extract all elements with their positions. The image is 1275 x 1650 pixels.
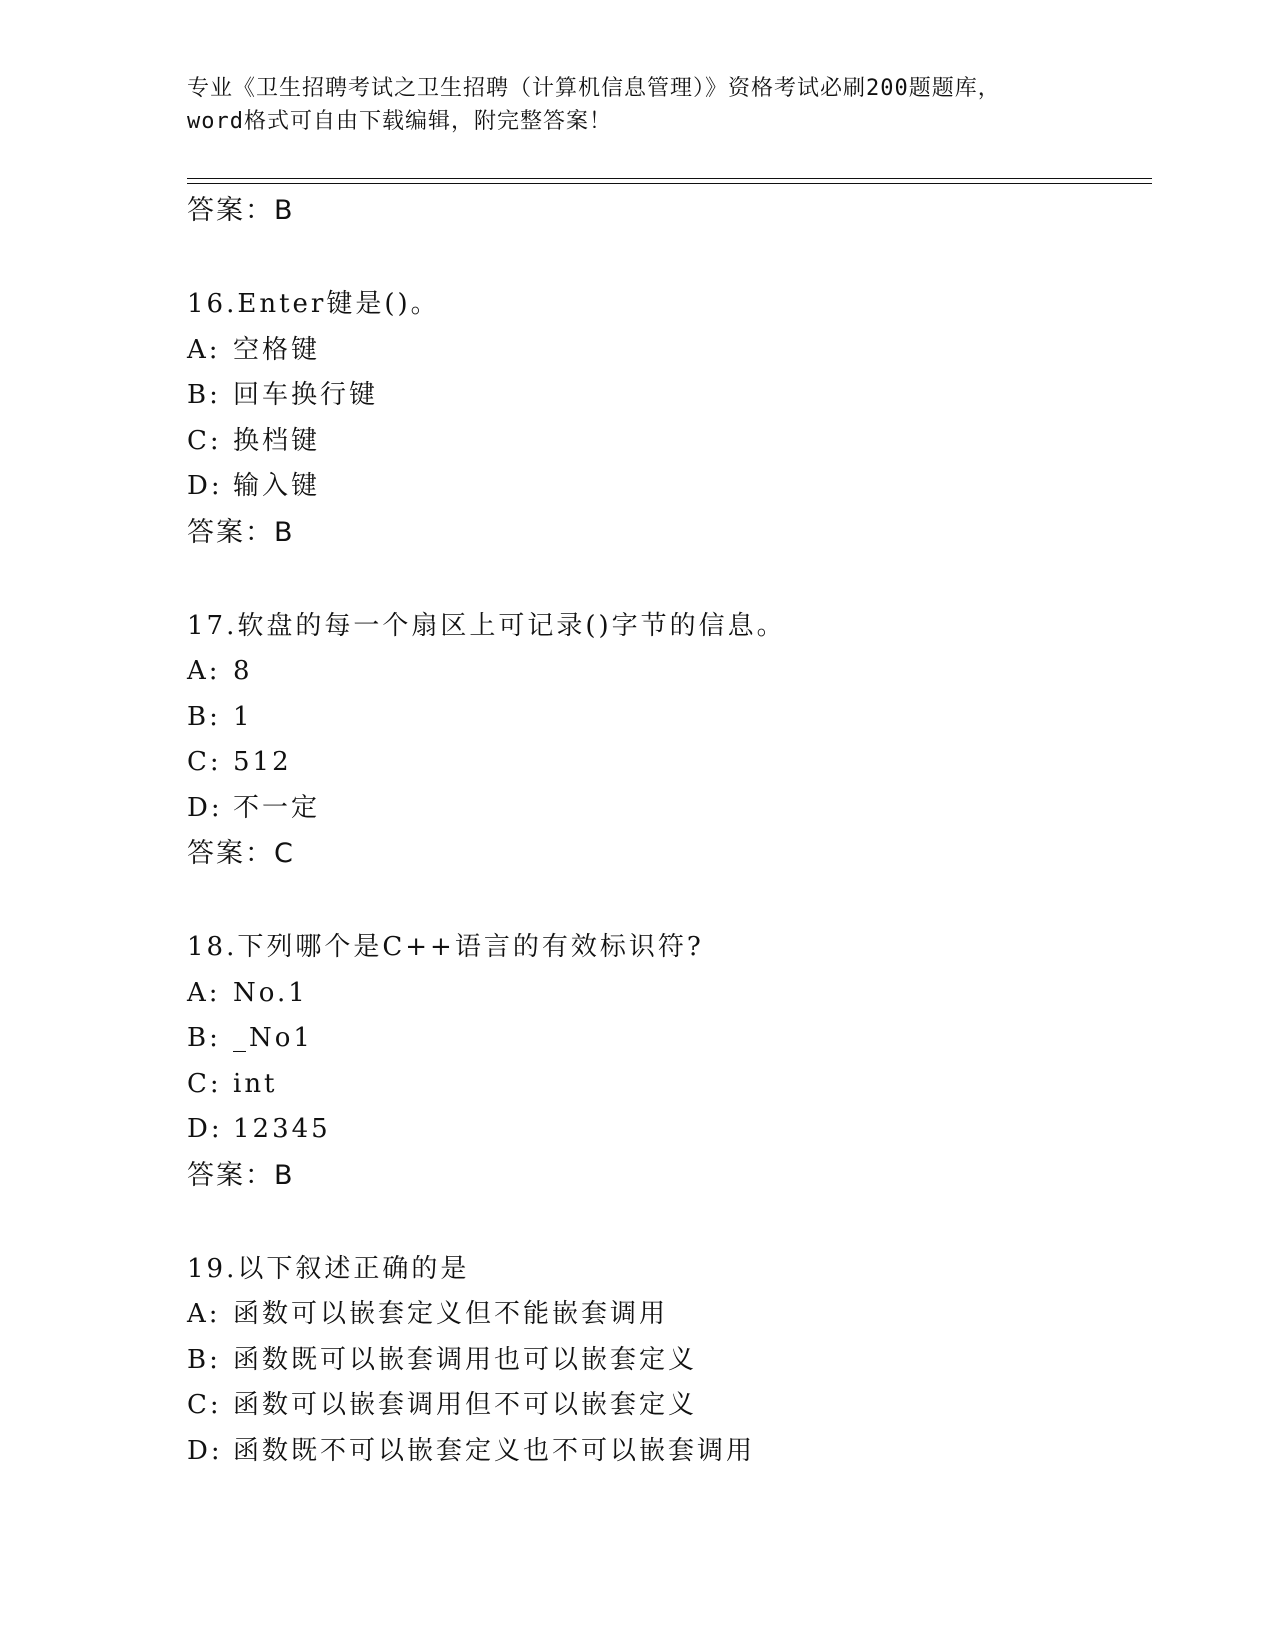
option-letter: D: <box>187 471 223 501</box>
document-header <box>187 72 1152 138</box>
option-letter: A: <box>187 334 221 365</box>
option-letter: B: <box>187 1023 221 1053</box>
option-letter: A: <box>187 977 221 1008</box>
option-a <box>187 971 1152 1017</box>
option-b <box>187 1016 1152 1062</box>
option-a <box>187 328 1152 374</box>
option-text: 函数既可以嵌套调用也可以嵌套定义 <box>233 1344 698 1375</box>
option-letter: A: <box>187 656 221 686</box>
option-text: 8 <box>233 656 253 686</box>
option-letter: D: <box>187 792 223 823</box>
option-c <box>187 1062 1152 1108</box>
question-block <box>187 282 1152 604</box>
option-text: 空格键 <box>233 334 321 365</box>
option-letter: D: <box>187 1435 223 1466</box>
option-letter: C: <box>187 1068 222 1099</box>
question-block <box>187 925 1152 1247</box>
question-list <box>187 188 1152 1474</box>
option-letter: B: <box>187 1344 221 1375</box>
answer-line: 答案：C <box>187 838 295 869</box>
option-text: _No1 <box>233 1023 313 1053</box>
answer-line: 答案：B <box>187 195 295 226</box>
header-divider-bottom <box>187 183 1152 184</box>
question-block <box>187 1247 1152 1475</box>
question-block <box>187 604 1152 926</box>
option-text: 函数既不可以嵌套定义也不可以嵌套调用 <box>233 1435 756 1466</box>
question-title: 16.Enter键是()。 <box>187 289 440 319</box>
option-b <box>187 1338 1152 1384</box>
header-divider-top <box>187 178 1152 179</box>
option-text: 12345 <box>233 1114 331 1144</box>
option-d <box>187 1429 1152 1475</box>
option-text: 512 <box>233 747 292 777</box>
option-d <box>187 1107 1152 1153</box>
question-title: 17.软盘的每一个扇区上可记录()字节的信息。 <box>187 610 786 641</box>
option-b <box>187 695 1152 741</box>
option-d <box>187 786 1152 832</box>
header-line-1: 专业《卫生招聘考试之卫生招聘（计算机信息管理）》资格考试必刷200题题库， <box>187 76 1001 101</box>
option-c <box>187 419 1152 465</box>
option-letter: D: <box>187 1114 223 1144</box>
option-text: 换档键 <box>233 425 321 456</box>
option-b <box>187 373 1152 419</box>
option-text: No.1 <box>233 977 308 1008</box>
option-text: 回车换行键 <box>233 380 379 410</box>
option-c <box>187 740 1152 786</box>
option-text: 输入键 <box>233 471 321 501</box>
option-text: 1 <box>233 701 253 732</box>
question-title: 18.下列哪个是C++语言的有效标识符? <box>187 932 704 962</box>
option-a <box>187 649 1152 695</box>
option-letter: B: <box>187 380 221 410</box>
option-letter: C: <box>187 425 222 456</box>
option-letter: A: <box>187 1299 221 1329</box>
document-page <box>187 0 1152 1650</box>
header-line-2: word格式可自由下载编辑，附完整答案！ <box>187 109 612 134</box>
option-text: 函数可以嵌套定义但不能嵌套调用 <box>233 1299 669 1329</box>
answer-line: 答案：B <box>187 1159 295 1191</box>
option-text: 不一定 <box>233 792 321 823</box>
option-text: 函数可以嵌套调用但不可以嵌套定义 <box>233 1390 698 1420</box>
option-letter: C: <box>187 747 222 777</box>
option-d <box>187 464 1152 510</box>
option-letter: B: <box>187 701 221 732</box>
option-c <box>187 1383 1152 1429</box>
option-letter: C: <box>187 1390 222 1420</box>
option-a <box>187 1292 1152 1338</box>
answer-line: 答案：B <box>187 516 295 548</box>
question-title: 19.以下叙述正确的是 <box>187 1253 470 1284</box>
option-text: int <box>233 1068 278 1099</box>
